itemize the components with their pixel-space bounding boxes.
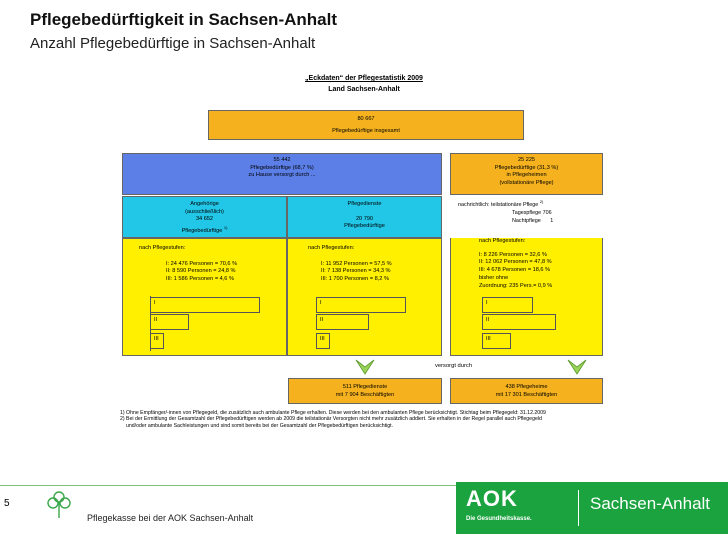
services-box — [287, 196, 442, 238]
relatives-count: 34 652 — [195, 216, 214, 222]
relatives-level-3: III: 1 586 Personen = 4,6 % — [166, 275, 234, 282]
services-level-3: III: 1 700 Personen = 8,2 % — [321, 275, 389, 282]
relatives-qualifier: (ausschließlich) — [185, 208, 224, 215]
total-value: 80 667 — [357, 116, 375, 122]
inpatient-level-3: III: 4 678 Personen = 18,6 % — [479, 267, 551, 274]
home-care-note: zu Hause versorgt durch ... — [248, 172, 316, 178]
inpatient-levels-heading: nach Pflegestufen: — [479, 238, 526, 244]
page-number: 5 — [4, 498, 10, 509]
relatives-level-1: I: 24 476 Personen = 70,6 % — [166, 260, 238, 267]
home-care-count: 55 442 — [273, 157, 291, 163]
night-care: Nachtpflege — [512, 217, 541, 224]
inpatient-unassigned-label: bisher ohne — [479, 274, 509, 281]
leaf-icon — [44, 488, 74, 520]
inpatient-bar-3: III — [482, 333, 511, 349]
page-subtitle: Anzahl Pflegebedürftige in Sachsen-Anhalt — [30, 35, 316, 52]
relatives-levels-heading: nach Pflegestufen: — [139, 245, 186, 251]
footnote-1: 1) Ohne Empfänger/-innen von Pflegegeld, die zusätzlich auch ambulante Pflege erhalten. Diese werden bei den ambulanten Pflege berücksichtigt. Stichtag beim Pflegegeld: 31.12.2009 — [120, 410, 546, 416]
aok-tagline: Die Gesundheitskasse. — [466, 516, 532, 522]
diagram-heading: „Eckdaten“ der Pflegestatistik 2009 — [305, 75, 423, 82]
services-bar-3: III — [316, 333, 330, 349]
relatives-bar-2: II — [150, 314, 189, 330]
partial-care-footnote-ref: 2) — [539, 199, 544, 204]
footer-text: Pflegekasse bei der AOK Sachsen-Anhalt — [87, 513, 254, 523]
services-bar-1: I — [316, 297, 406, 313]
relatives-bar-1: I — [150, 297, 260, 313]
arrow-down-icon — [354, 358, 376, 378]
arrow-down-icon — [566, 358, 588, 378]
footnote-2-cont: und/oder ambulante Sachleistungen und sind somit bereits bei der Gesamtzahl der Pflegebedürftigen berücksichtigt. — [126, 422, 394, 429]
relatives-label: Angehörige — [190, 201, 219, 207]
inpatient-unassigned: Zuordnung: 235 Pers.= 0,9 % — [479, 282, 553, 289]
relatives-unit: Pflegebedürftige — [181, 227, 223, 234]
total-box — [208, 110, 524, 140]
services-bar-2: II — [316, 314, 369, 330]
homes-total-staff: mit 17 301 Beschäftigten — [495, 391, 558, 398]
logo-divider — [578, 490, 579, 526]
inpatient-share: Pflegebedürftige (31,3 %) — [494, 164, 559, 171]
served-by-label: versorgt durch — [435, 363, 473, 369]
home-care-box — [122, 153, 442, 195]
inpatient-bar-1: I — [482, 297, 533, 313]
services-total-count: 511 Pflegedienste — [342, 384, 388, 390]
inpatient-type: (vollstationäre Pflege) — [499, 179, 554, 186]
inpatient-level-1: I: 8 226 Personen = 32,6 % — [479, 251, 547, 258]
relatives-box — [122, 196, 287, 238]
inpatient-homes: in Pflegeheimen — [506, 172, 547, 178]
services-label: Pflegedienste — [347, 201, 382, 207]
partial-care-label: nachrichtlich: teilstationäre Pflege — [458, 201, 539, 208]
inpatient-box — [450, 153, 603, 195]
total-label: Pflegebedürftige insgesamt — [332, 127, 400, 134]
relatives-footnote-ref: 1) — [223, 224, 228, 230]
day-care: Tagespflege 706 — [512, 209, 552, 216]
footnotes — [120, 410, 610, 429]
homes-total-count: 438 Pflegeheime — [505, 384, 548, 390]
services-levels-heading: nach Pflegestufen: — [308, 245, 355, 251]
night-care-count: 1 — [550, 217, 554, 224]
relatives-bar-3: III — [150, 333, 164, 349]
region-label: Sachsen-Anhalt — [590, 494, 711, 513]
relatives-level-2: II: 8 590 Personen = 24,8 % — [166, 268, 236, 274]
services-total-staff: mit 7 904 Beschäftigten — [335, 391, 395, 398]
footnote-2: 2) Bei der Ermittlung der Gesamtzahl der Pflegebedürftigen werden ab 2009 die teilstationär Versorgten nicht mehr zusätzlich addiert. Sie erhalten in der Regel parallel auch Pflegegeld — [120, 416, 542, 423]
page-title: Pflegebedürftigkeit in Sachsen-Anhalt — [30, 10, 337, 29]
services-count: 20 790 — [355, 215, 374, 222]
inpatient-count: 25 225 — [517, 157, 536, 163]
homes-total-box — [450, 378, 603, 404]
services-level-2: II: 7 138 Personen = 34,3 % — [321, 268, 391, 274]
inpatient-level-2: II: 12 062 Personen = 47,8 % — [479, 259, 552, 266]
services-total-box — [288, 378, 442, 404]
aok-logo-text: AOK — [466, 486, 518, 511]
services-unit: Pflegebedürftige — [344, 223, 385, 229]
home-care-share: Pflegebedürftige (68,7 %) — [250, 164, 314, 171]
inpatient-bar-2: II — [482, 314, 556, 330]
diagram-subheading: Land Sachsen-Anhalt — [328, 86, 400, 93]
services-level-1: I: 11 952 Personen = 57,5 % — [321, 260, 392, 267]
inpatient-detail — [450, 198, 603, 238]
